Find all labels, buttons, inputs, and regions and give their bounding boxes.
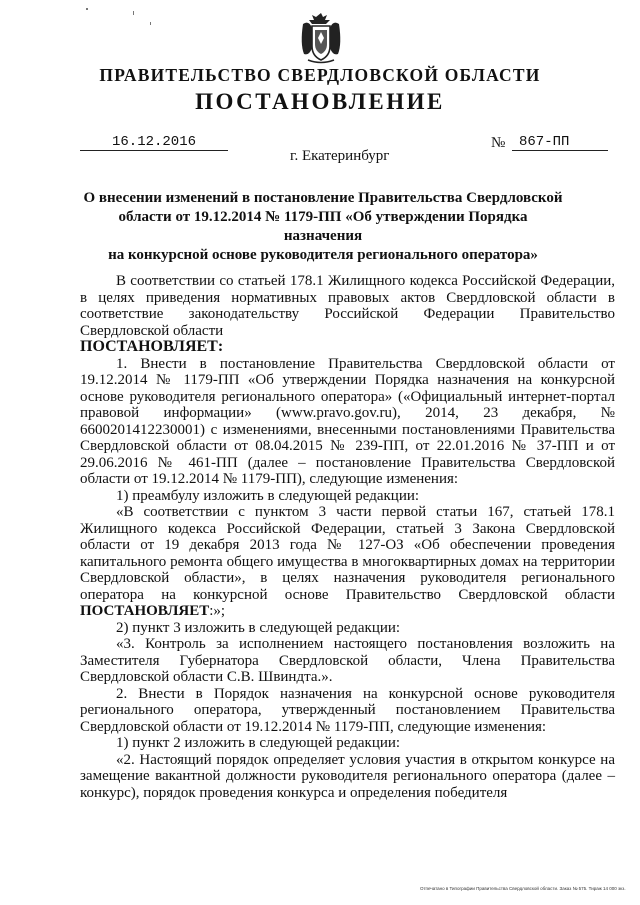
- document-heading: [78, 189, 568, 265]
- paragraph-preamble: В соответствии со статьей 178.1 Жилищного кодекса Российской Федерации, в целях приведения нормативных правовых актов Свердловской области в соответствие законодательству Российской Федерации Правительство Свердловской области: [80, 273, 615, 339]
- heading-line: на конкурсной основе руководителя регионального оператора»: [108, 247, 538, 263]
- paragraph-quote-control: «3. Контроль за исполнением настоящего постановления возложить на Заместителя Губернатора Свердловской области, Члена Правительства Свердловской области С.В. Швиндта.».: [80, 636, 615, 685]
- document-number: 867-ПП: [519, 134, 570, 150]
- quote-text: «В соответствии с пунктом 3 части первой статьи 167, статьей 178.1 Жилищного кодекса Российской Федерации, статьей 3 Закона Свердловской области от 19 декабря 2013 года № 127-ОЗ «Об обеспечении проведения капитального ремонта общего имущества в многоквартирных домах на территории Свердловской области», в целях назначения руководителя регионального оператора на конкурсной основе Правительство Свердловской области: [80, 504, 615, 603]
- date-underline: [80, 150, 228, 151]
- paragraph-subitem: 1) пункт 2 изложить в следующей редакции:: [116, 735, 401, 751]
- document-body: [80, 273, 615, 801]
- number-underline: [512, 150, 608, 151]
- document-type-title: ПОСТАНОВЛЕНИЕ: [195, 89, 445, 114]
- print-note: Отпечатано в Типографии Правительства Свердловской области. Заказ № 575. Тираж 14 000 экз.: [420, 886, 626, 891]
- coat-of-arms-icon: [298, 10, 344, 66]
- government-title: ПРАВИТЕЛЬСТВО СВЕРДЛОВСКОЙ ОБЛАСТИ: [99, 65, 541, 85]
- scan-speck: [133, 11, 134, 15]
- city-name: г. Екатеринбург: [290, 148, 390, 164]
- paragraph-item-2: 2. Внести в Порядок назначения на конкурсной основе руководителя регионального оператора, утвержденный постановлением Правительства Свердловской области от 19.12.2014 № 1179-ПП, следующие изменения:: [80, 685, 615, 735]
- paragraph-subitem: 2) пункт 3 изложить в следующей редакции:: [116, 619, 401, 636]
- paragraph-quote-preamble: [80, 504, 615, 620]
- paragraph-quote-order: «2. Настоящий порядок определяет условия участия в открытом конкурсе на замещение вакантной должности руководителя регионального оператора (далее – конкурс), порядок проведения конкурса и определения победителя: [80, 751, 615, 801]
- scan-speck: [150, 22, 151, 25]
- decree-word: [80, 339, 615, 356]
- quote-decree-word: ПОСТАНОВЛЯЕТ: [80, 603, 210, 619]
- paragraph-item-1: 1. Внести в постановление Правительства Свердловской области от 19.12.2014 № 1179-ПП «Об утверждении Порядка назначения на конкурсной основе руководителя регионального оператора» («Официальный интернет-портал правовой информации» (www.pravo.gov.ru), 2014, 23 декабря, № 6600201412230001) с изменениями, внесенными постановлениями Правительства Свердловской области от 08.04.2015 № 239-ПП, от 22.01.2016 № 37-ПП и от 29.06.2016 № 461-ПП (далее – постановление Правительства Свердловской области от 19.12.2014 № 1179-ПП), следующие изменения:: [80, 355, 615, 487]
- quote-end: :»;: [209, 603, 226, 619]
- document-date: 16.12.2016: [112, 134, 197, 150]
- scan-speck: [86, 8, 88, 10]
- heading-line: области от 19.12.2014 № 1179-ПП «Об утверждении Порядка назначения: [118, 209, 528, 244]
- heading-line: О внесении изменений в постановление Правительства Свердловской: [83, 190, 563, 206]
- number-sign: №: [491, 135, 506, 151]
- decree-word-text: ПОСТАНОВЛЯЕТ:: [80, 338, 224, 355]
- paragraph-subitem: 1) преамбулу изложить в следующей редакции:: [116, 487, 420, 504]
